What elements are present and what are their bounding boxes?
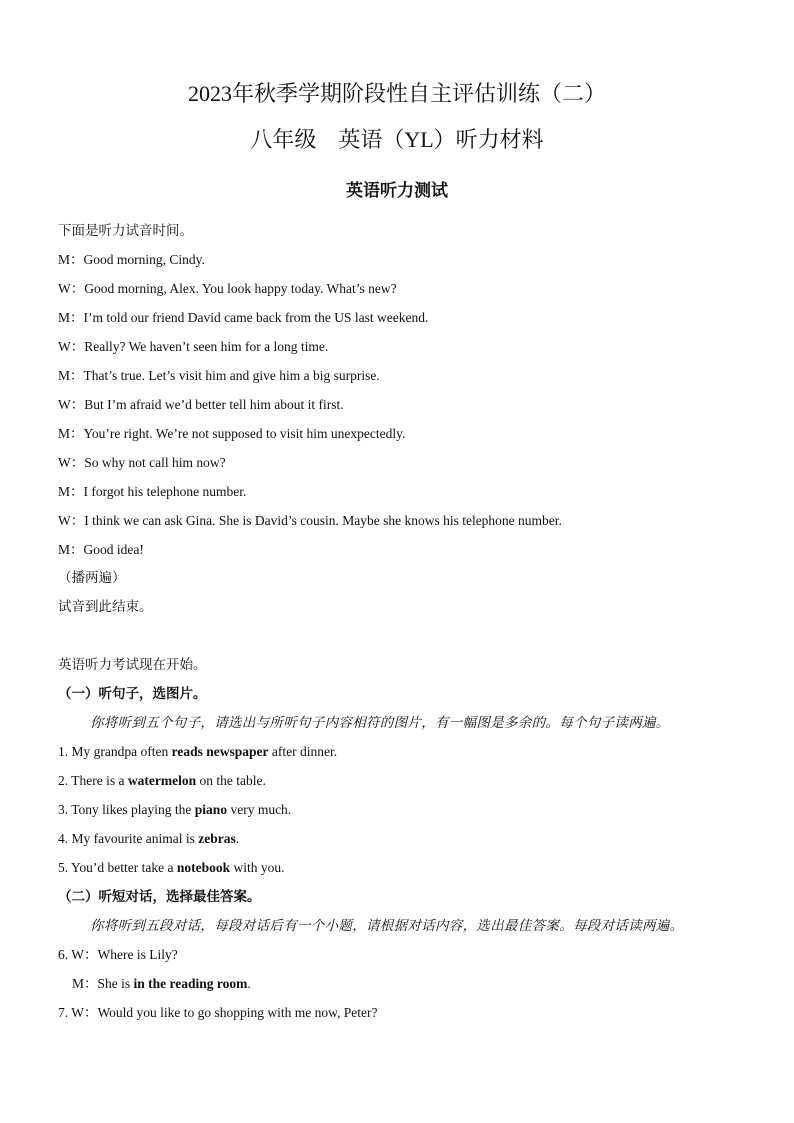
dialogue-text: Really? We haven’t seen him for a long time. <box>84 339 329 354</box>
speaker-label: M： <box>58 426 84 441</box>
question-text: on the table. <box>196 773 266 788</box>
keyword: piano <box>194 802 228 817</box>
document-subtitle: 八年级 英语（YL）听力材料 <box>250 127 544 152</box>
dialogue-line <box>58 483 246 501</box>
question-text: 4. My favourite animal is <box>58 831 199 846</box>
dialogue-line <box>58 280 397 298</box>
question-text: with you. <box>230 860 285 875</box>
dialogue-text: I forgot his telephone number. <box>83 484 247 499</box>
dialogue-line <box>58 512 562 530</box>
question-text: 1. My grandpa often <box>58 744 172 759</box>
question-item <box>58 830 239 848</box>
keyword: notebook <box>176 860 231 875</box>
part2-instruction: 你将听到五段对话，每段对话后有一个小题，请根据对话内容，选出最佳答案。每段对话读两遍。 <box>90 918 684 933</box>
dialogue-text: But I’m afraid we’d better tell him about it first. <box>84 397 344 412</box>
question-text: after dinner. <box>268 744 338 759</box>
dialogue-text: Good morning, Alex. You look happy today. What’s new? <box>84 281 397 296</box>
dialogue-text: Good idea! <box>83 542 144 557</box>
part1-instruction: 你将听到五个句子，请选出与所听句子内容相符的图片，有一幅图是多余的。每个句子读两遍。 <box>90 715 670 730</box>
document-title: 2023年秋季学期阶段性自主评估训练（二） <box>187 81 606 106</box>
question-item: 7. W：Would you like to go shopping with me now, Peter? <box>58 1005 378 1020</box>
trial-end-note: 试音到此结束。 <box>58 599 153 614</box>
speaker-label: W： <box>58 339 85 354</box>
question-item <box>58 801 291 819</box>
dialogue-text: I think we can ask Gina. She is David’s cousin. Maybe she knows his telephone number. <box>84 513 562 528</box>
speaker-label: W： <box>58 513 85 528</box>
section-title: 英语听力测试 <box>346 181 448 200</box>
question-text: 5. You’d better take a <box>58 860 177 875</box>
speaker-label: W： <box>58 281 85 296</box>
dialogue-line <box>58 309 428 327</box>
dialogue-text: You’re right. We’re not supposed to visit him unexpectedly. <box>83 426 406 441</box>
dialogue-text: Good morning, Cindy. <box>83 252 205 267</box>
trial-intro: 下面是听力试音时间。 <box>58 223 193 238</box>
dialogue-line <box>72 975 251 993</box>
speaker-label: M： <box>58 310 84 325</box>
keyword: in the reading room <box>133 976 248 991</box>
dialogue-text: That’s true. Let’s visit him and give him a big surprise. <box>83 368 380 383</box>
dialogue-line <box>58 454 226 472</box>
question-item <box>58 772 266 790</box>
keyword: reads newspaper <box>171 744 269 759</box>
dialogue-line <box>58 541 144 559</box>
part2-heading: （二）听短对话，选择最佳答案。 <box>58 889 261 904</box>
keyword: watermelon <box>127 773 197 788</box>
question-item: 6. W：Where is Lily? <box>58 947 178 962</box>
dialogue-line <box>58 367 380 385</box>
dialogue-text: So why not call him now? <box>84 455 226 470</box>
dialogue-text: M：She is <box>72 976 134 991</box>
speaker-label: M： <box>58 252 84 267</box>
dialogue-text: I’m told our friend David came back from the US last weekend. <box>83 310 429 325</box>
keyword: zebras <box>198 831 236 846</box>
speaker-label: W： <box>58 455 85 470</box>
repeat-note: （播两遍） <box>58 570 126 585</box>
dialogue-line <box>58 425 405 443</box>
dialogue-text: . <box>247 976 251 991</box>
speaker-label: W： <box>58 397 85 412</box>
dialogue-line <box>58 338 328 356</box>
question-item <box>58 743 337 761</box>
speaker-label: M： <box>58 484 84 499</box>
speaker-label: M： <box>58 542 84 557</box>
question-item <box>58 859 285 877</box>
dialogue-line <box>58 251 205 269</box>
question-text: very much. <box>227 802 292 817</box>
exam-start: 英语听力考试现在开始。 <box>58 657 207 672</box>
part1-heading: （一）听句子，选图片。 <box>58 686 207 701</box>
dialogue-line <box>58 396 344 414</box>
speaker-label: M： <box>58 368 84 383</box>
question-text: 2. There is a <box>58 773 128 788</box>
question-text: 3. Tony likes playing the <box>58 802 195 817</box>
question-text: . <box>235 831 240 846</box>
